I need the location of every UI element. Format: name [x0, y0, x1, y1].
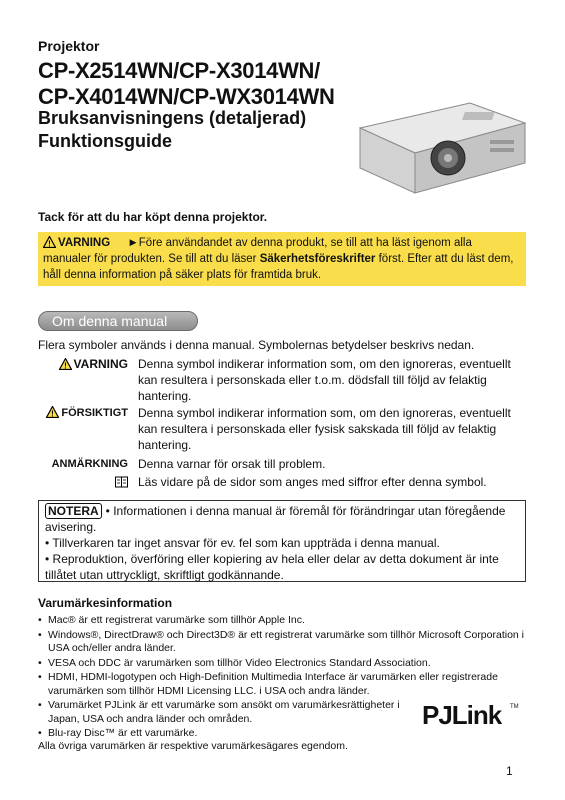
svg-text:!: ! [63, 361, 67, 370]
trademarks-footer: Alla övriga varumärken är respektive varumärkesägares egendom. [38, 740, 348, 752]
symbol-label [38, 474, 128, 490]
symbol-description: Denna symbol indikerar information som, om den ignoreras, eventuellt kan resultera i personskada eller t.o.m. dödsfall till följd av felaktig hantering. [138, 357, 511, 403]
pjlink-logo [420, 700, 520, 730]
list-item: • Windows®, DirectDraw® och Direct3D® är ett registrerat varumärke som tillhör Microsoft Corporation i USA och/eller andra länder. [38, 629, 528, 656]
warning-text-before: Före användandet av denna produkt, se till att ha läst igenom alla manualer för produkten. Se till att du läser [43, 237, 472, 265]
symbol-row [38, 474, 528, 490]
warning-bold-link: Säkerhetsföreskrifter [259, 253, 376, 265]
notera-line1 [45, 503, 519, 535]
list-item: • Varumärket PJLink är ett varumärke som ansökt om varumärkesrättigheter i Japan, USA och andra länder och områden. [38, 699, 418, 726]
notera-line2: • Tillverkaren tar inget ansvar för ev. fel som kan uppträda i denna manual. [45, 536, 440, 550]
notera-tag: NOTERA [45, 503, 102, 519]
svg-text:!: ! [51, 409, 55, 418]
warning-text-after: först. Efter att du läst dem, håll denna information på säker plats för framtida bruk. [43, 253, 514, 281]
notera-box [38, 500, 526, 582]
symbol-row [38, 456, 528, 472]
svg-text:PJLink: PJLink [422, 700, 502, 730]
list-item: • HDMI, HDMI-logotypen och High-Definition Multimedia Interface är varumärken eller registrerade varumärken som tillhör HDMI Licensing LLC. i USA och andra länder. [38, 671, 528, 698]
notera-line3: • Reproduktion, överföring eller kopiering av hela eller delar av detta dokument är inte tillåtet utan uttryckligt, skriftligt godkännande. [45, 552, 499, 582]
list-item: • Mac® är ett registrerat varumärke som tillhör Apple Inc. [38, 614, 528, 628]
model-title-line1: CP-X2514WN/CP-X3014WN/ [38, 58, 320, 83]
symbol-description: Läs vidare på de sidor som anges med siffror efter denna symbol. [138, 475, 487, 489]
symbol-label: ANMÄRKNING [51, 458, 128, 470]
symbol-description: Denna varnar för orsak till problem. [138, 457, 326, 471]
symbol-description: Denna symbol indikerar information som, om den ignoreras, eventuellt kan resultera i personskada eller fysisk sakskada till följd av felaktig hantering. [138, 406, 511, 452]
warning-triangle-icon [59, 358, 72, 370]
trademarks-heading: Varumärkesinformation [38, 596, 173, 610]
warning-box [38, 232, 526, 286]
svg-text:!: ! [48, 239, 51, 248]
page-number: 1 [506, 764, 513, 778]
symbol-label-text: VARNING [73, 357, 128, 371]
subtitle-line2: Funktionsguide [38, 131, 172, 151]
list-item: • VESA och DDC är varumärken som tillhör Video Electronics Standard Association. [38, 657, 528, 671]
book-icon [115, 476, 128, 488]
symbol-row [38, 356, 528, 404]
arrow-icon: ► [127, 237, 139, 249]
subtitle-line1: Bruksanvisningens (detaljerad) [38, 108, 307, 128]
list-item: • Blu-ray Disc™ är ett varumärke. [38, 727, 528, 741]
svg-text:TM: TM [510, 704, 519, 710]
symbol-label [38, 356, 128, 372]
document-kicker: Projektor [38, 38, 100, 54]
warning-triangle-icon [43, 236, 56, 248]
symbol-label-text: FÖRSIKTIGT [61, 407, 128, 419]
section-title: Om denna manual [38, 311, 198, 331]
notera-text: • Informationen i denna manual är föremål för förändringar utan föregående avisering. [45, 504, 506, 534]
caution-triangle-icon [46, 406, 59, 418]
model-title-line2: CP-X4014WN/CP-WX3014WN [38, 84, 335, 109]
symbol-label [38, 405, 128, 421]
intro-text: Flera symboler används i denna manual. Symbolernas betydelser beskrivs nedan. [38, 338, 475, 352]
symbol-row [38, 405, 528, 453]
warning-label: VARNING [58, 237, 111, 249]
projector-image [350, 98, 530, 198]
thanks-line: Tack för att du har köpt denna projektor. [38, 210, 268, 224]
